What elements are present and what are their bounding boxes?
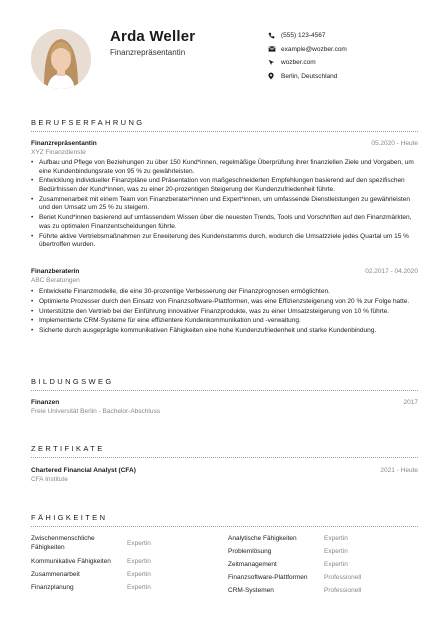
skill-name: Finanzsoftware-Plattformen [228, 574, 308, 581]
education-divider [31, 390, 418, 391]
experience-heading: BERUFSERFAHRUNG [31, 118, 145, 127]
certificate-date: 2021 - Heute [380, 467, 418, 474]
candidate-role: Finanzrepräsentantin [110, 48, 186, 57]
contact-website [268, 56, 347, 70]
job-1-date: 05.2020 - Heute [371, 140, 418, 147]
experience-divider [31, 131, 418, 132]
contact-email-text[interactable]: example@wozber.com [281, 45, 347, 53]
job-2-bullet: • Optimierte Prozesser durch den Einsatz von Finanzsoftware-Plattformen, was eine Effizienzsteigerung von 20 % zur Folge hatte. [31, 298, 419, 307]
skill-level: Expertin [127, 584, 151, 591]
contact-phone [268, 29, 347, 43]
candidate-name: Arda Weller [110, 28, 196, 45]
contact-website-text[interactable]: wozber.com [281, 59, 316, 67]
job-2-company: ABC Beratungen [31, 277, 80, 284]
skill-level: Professionell [324, 574, 362, 581]
skill-level: Expertin [127, 558, 151, 565]
skill-name: Zwischenmenschliche Fähigkeiten [31, 535, 95, 551]
certificates-heading: ZERTIFIKATE [31, 444, 105, 453]
profile-photo [31, 29, 91, 89]
job-2-bullet: • Entwickelte Finanzmodelle, die eine 30-prozentige Verbesserung der Finanzprognosen ermöglichten. [31, 288, 419, 297]
job-1-bullets [31, 159, 419, 251]
job-2-date: 02.2017 - 04.2020 [365, 268, 418, 275]
education-title: Finanzen [31, 399, 60, 406]
job-1-bullet: • Beriet Kund*innen basierend auf umfassendem Wissen über die neuesten Trends, Tools und Vorschriften auf den Finanzmärkten, was zu optimalen Finanzentscheidungen führte. [31, 214, 419, 231]
skill-name: Zeitmanagement [228, 561, 277, 568]
skill-level: Expertin [324, 561, 348, 568]
job-2-bullets [31, 288, 419, 337]
skill-level: Expertin [127, 540, 151, 547]
skill-name: CRM-Systemen [228, 587, 274, 594]
skill-level: Expertin [324, 535, 348, 542]
skill-level: Professionell [324, 587, 362, 594]
skill-name: Zusammenarbeit [31, 571, 80, 578]
contact-location-text: Berlin, Deutschland [281, 72, 338, 80]
job-2-bullet: • Sicherte durch ausgeprägte kommunikativen Fähigkeiten eine hohe Kundenzufriedenheit und starke Kundenbindung. [31, 327, 419, 336]
certificates-divider [31, 457, 418, 458]
job-1-bullet: • Entwicklung individueller Finanzpläne und Präsentation von maßgeschneiderten Empfehlungen basierend auf den spezifischen Bedürfnissen der Kund*innen, was zu einer 20-prozentigen Steigerung der Kundenzufriedenheit führte. [31, 177, 419, 194]
job-1-bullet: • Aufbau und Pflege von Beziehungen zu über 150 Kund*innen, regelmäßige Überprüfung ihrer finanziellen Ziele und Vorgaben, um eine Kundenbindungsrate von 95 % zu gewährleisten. [31, 159, 419, 176]
education-date: 2017 [403, 399, 418, 406]
job-2-title: Finanzberaterin [31, 268, 80, 275]
skills-heading: FÄHIGKEITEN [31, 513, 108, 522]
education-institution: Freie Universität Berlin - Bachelor-Abschluss [31, 408, 160, 415]
skills-divider [31, 526, 418, 527]
mail-icon [268, 46, 281, 52]
contact-email [268, 43, 347, 57]
skill-name: Finanzplanung [31, 584, 74, 591]
skill-name: Analytische Fähigkeiten [228, 535, 297, 542]
contact-list [268, 29, 347, 83]
skill-level: Expertin [127, 571, 151, 578]
certificate-issuer: CFA Institute [31, 476, 68, 483]
skill-name: Problemlösung [228, 548, 272, 555]
contact-phone-text: (555) 123-4567 [281, 32, 326, 40]
job-2-bullet: • Unterstützte den Vertrieb bei der Einführung innovativer Finanzprodukte, was zu einer Umsatzsteigerung von 10 % führte. [31, 308, 419, 317]
skill-name: Kommunikative Fähigkeiten [31, 558, 111, 565]
contact-location [268, 70, 347, 84]
job-1-company: XYZ Finanzdienste [31, 149, 86, 156]
job-1-bullet: • Führte aktive Vertriebsmaßnahmen zur Erweiterung des Kundenstamms durch, wodurch die Umsatzziele jedes Quartal um 15 % übertroffen wurden. [31, 233, 419, 250]
job-1-bullet: • Zusammenarbeit mit einem Team von Finanzberater*innen und Expert*innen, um umfassende Dienstleistungen zu gewährleisten und den Umsatz um 25 % zu steigern. [31, 196, 419, 213]
education-heading: BILDUNGSWEG [31, 377, 114, 386]
certificate-title: Chartered Financial Analyst (CFA) [31, 467, 136, 474]
profile-photo-illustration [31, 29, 91, 89]
phone-icon [268, 32, 281, 39]
job-2-bullet: • Implementierte CRM-Systeme für eine effizientere Kundenkommunikation und -verwaltung. [31, 317, 419, 326]
job-1-title: Finanzrepräsentantin [31, 140, 97, 147]
location-pin-icon [268, 72, 281, 80]
skill-level: Expertin [324, 548, 348, 555]
link-icon [268, 59, 281, 66]
